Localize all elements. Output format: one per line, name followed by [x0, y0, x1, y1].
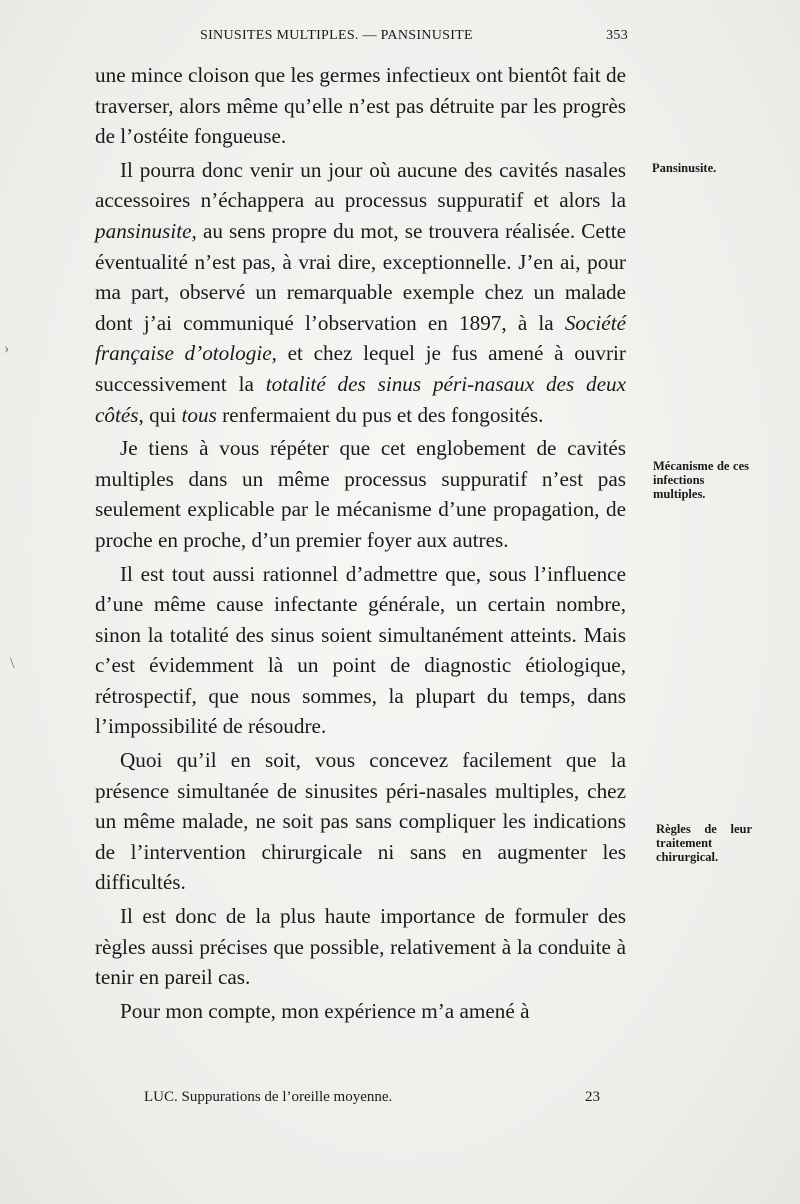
text-segment: Il est donc de la plus haute importance de formuler des règles aussi précises que possible, relativement à la conduite à tenir en pareil cas.: [95, 904, 626, 990]
paragraph: [95, 433, 626, 555]
paragraph: [95, 745, 626, 898]
text-segment: Il pourra donc venir un jour où aucune des cavités nasales accessoires n’échappera au processus suppuratif et alors la: [95, 157, 626, 213]
running-head: [200, 28, 630, 50]
footer-signature: LUC. Suppurations de l’oreille moyenne.: [144, 1089, 393, 1105]
text-segment: , au sens propre du mot, se trouvera réalisée. Cette éventualité n’est pas, à vrai dire, exceptionnelle. J’en ai, pour ma part, observé un remarquable exemple chez un malade dont j’ai communiqué l’observation en 1897, à la: [95, 218, 626, 335]
edge-mark-arrow: ›: [4, 340, 10, 357]
running-head-title: SINUSITES MULTIPLES. — PANSINUSITE: [200, 28, 473, 43]
text-segment: Il est tout aussi rationnel d’admettre que, sous l’influence d’une même cause infectante générale, un certain nombre, sinon la totalité des sinus soient simultanément atteints. Mais c’est évidemment là un point de diagnostic étiologique, rétrospectif, que nous sommes, la plupart du temps, dans l’impossibilité de résoudre.: [95, 561, 626, 739]
text-segment: une mince cloison que les germes infectieux ont bientôt fait de traverser, alors même qu’elle n’est pas détruite par les progrès de l’ostéite fongueuse.: [95, 63, 626, 149]
paragraph: [95, 996, 626, 1027]
text-segment: , qui: [138, 402, 182, 427]
margin-note-pansinusite: Pansinusite.: [652, 161, 717, 175]
paragraph: [95, 901, 626, 993]
sheet-number: 23: [585, 1089, 600, 1105]
paragraph: [95, 155, 626, 430]
italic-text: Société française d’otologie: [95, 310, 626, 366]
page-number: 353: [606, 28, 628, 43]
margin-note-regles: Règles de leur traitement chirurgical.: [656, 822, 752, 864]
body-text: [95, 60, 626, 1026]
text-segment: Je tiens à vous répéter que cet englobement de cavités multiples dans un même processus suppuratif n’est pas seulement explicable par le mécanisme d’une propagation, de proche en proche, d’un premier foyer aux autres.: [95, 436, 626, 552]
italic-text: totalité des sinus péri-nasaux des deux côtés: [95, 371, 627, 427]
text-segment: , et chez lequel je fus amené à ouvrir successivement la: [95, 341, 626, 396]
italic-text: pansinusite: [95, 218, 192, 243]
paragraph: [95, 559, 626, 743]
paragraph: [95, 60, 626, 152]
text-segment: Pour mon compte, mon expérience m’a amené à: [120, 998, 530, 1023]
text-segment: renfermaient du pus et des fongosités.: [216, 402, 544, 427]
italic-text: tous: [181, 402, 217, 427]
edge-mark-stroke: \: [10, 655, 15, 672]
margin-note-mecanisme: Mécanisme de ces infections multiples.: [653, 459, 749, 501]
text-segment: Quoi qu’il en soit, vous concevez facilement que la présence simultanée de sinusites péri-nasales multiples, chez un même malade, ne soit pas sans compliquer les indications de l’intervention chirurgicale ni sans en augmenter les difficultés.: [95, 748, 626, 895]
